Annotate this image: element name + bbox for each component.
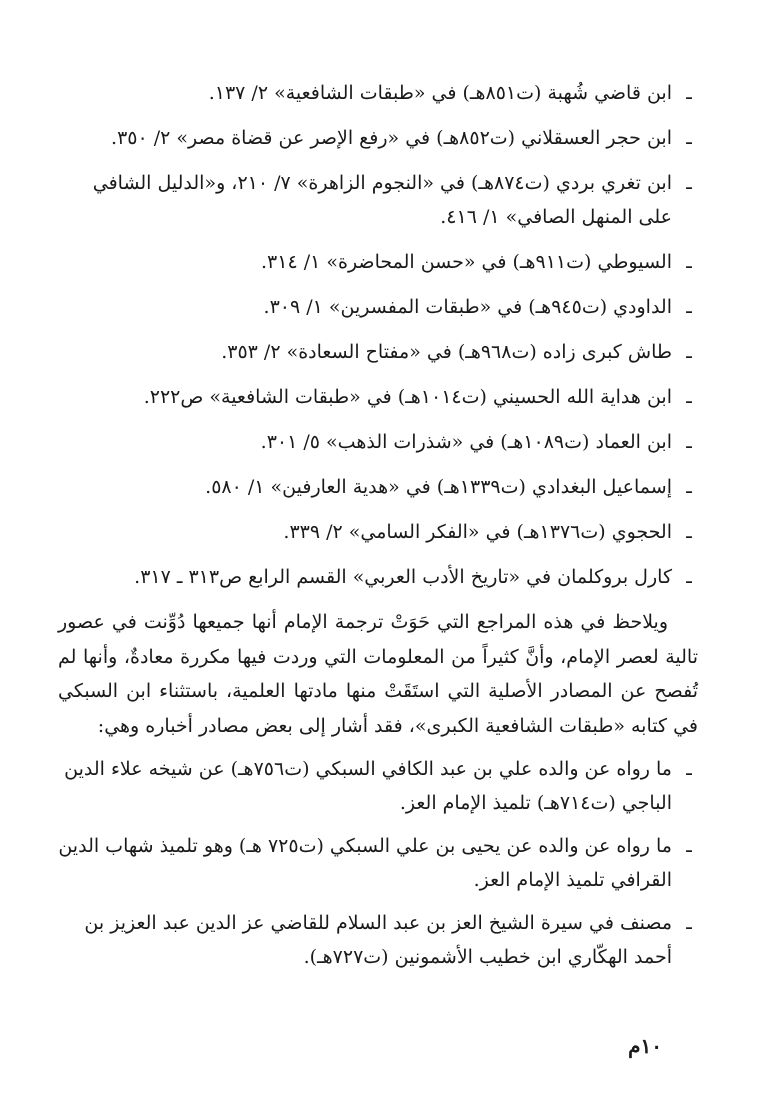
list-dash: ـ xyxy=(686,912,692,934)
source-text: ما رواه عن والده علي بن عبد الكافي السبكي (ت٧٥٦هـ) عن شيخه علاء الدين الباجي (ت٧١٤هـ) تلميذ الإمام العز. xyxy=(64,758,672,814)
body-paragraph: ويلاحظ في هذه المراجع التي حَوَتْ ترجمة الإمام أنها جميعها دُوِّنت في عصور تالية لعصر الإمام، وأنَّ كثيراً من المعلومات التي وردت فيها مكررة معادةٌ، وأنها لم تُفصح عن المصادر الأصلية التي استَقَتْ منها مادتها العلمية، باستثناء ابن السبكي في كتابه «طبقات الشافعية الكبرى»، فقد أشار إلى بعض مصادر أخباره وهي: xyxy=(58,611,698,737)
reference-item xyxy=(58,515,698,549)
reference-item xyxy=(58,560,698,594)
reference-text: كارل بروكلمان في «تاريخ الأدب العربي» القسم الرابع ص٣١٣ ـ ٣١٧. xyxy=(134,566,672,588)
list-dash: ـ xyxy=(686,521,692,543)
reference-text: طاش كبرى زاده (ت٩٦٨هـ) في «مفتاح السعادة» ٢/ ٣٥٣. xyxy=(221,341,672,363)
reference-text: إسماعيل البغدادي (ت١٣٣٩هـ) في «هدية العارفين» ١/ ٥٨٠. xyxy=(205,476,672,498)
list-dash: ـ xyxy=(686,386,692,408)
reference-text: السيوطي (ت٩١١هـ) في «حسن المحاضرة» ١/ ٣١٤. xyxy=(260,251,672,273)
reference-item xyxy=(58,470,698,504)
page-number: ١٠م xyxy=(628,1034,662,1058)
list-dash: ـ xyxy=(686,341,692,363)
source-text: ما رواه عن والده عن يحيى بن علي السبكي (ت٧٢٥ هـ) وهو تلميذ شهاب الدين القرافي تلميذ الإمام العز. xyxy=(58,835,672,891)
list-dash: ـ xyxy=(686,251,692,273)
reference-text: ابن حجر العسقلاني (ت٨٥٢هـ) في «رفع الإصر عن قضاة مصر» ٢/ ٣٥٠. xyxy=(111,127,672,149)
reference-text: الداودي (ت٩٤٥هـ) في «طبقات المفسرين» ١/ ٣٠٩. xyxy=(263,296,672,318)
reference-item xyxy=(58,290,698,324)
reference-item xyxy=(58,335,698,369)
page-body xyxy=(58,76,698,983)
source-item xyxy=(58,906,698,974)
list-dash: ـ xyxy=(686,566,692,588)
list-dash: ـ xyxy=(686,431,692,453)
reference-list xyxy=(58,76,698,594)
list-dash: ـ xyxy=(686,82,692,104)
source-list xyxy=(58,752,698,974)
reference-item xyxy=(58,425,698,459)
source-item xyxy=(58,829,698,897)
list-dash: ـ xyxy=(686,172,692,194)
list-dash: ـ xyxy=(686,476,692,498)
list-dash: ـ xyxy=(686,296,692,318)
list-dash: ـ xyxy=(686,758,692,780)
reference-text: ابن تغري بردي (ت٨٧٤هـ) في «النجوم الزاهرة» ٧/ ٢١٠، و«الدليل الشافي على المنهل الصافي» ١/ ٤١٦. xyxy=(92,172,672,228)
reference-text: ابن هداية الله الحسيني (ت١٠١٤هـ) في «طبقات الشافعية» ص٢٢٢. xyxy=(143,386,672,408)
source-item xyxy=(58,752,698,820)
reference-item xyxy=(58,245,698,279)
source-text: مصنف في سيرة الشيخ العز بن عبد السلام للقاضي عز الدين عبد العزيز بن أحمد الهكّاري ابن خطيب الأشمونين (ت٧٢٧هـ). xyxy=(84,912,672,968)
reference-item xyxy=(58,76,698,110)
reference-item xyxy=(58,166,698,234)
reference-item xyxy=(58,380,698,414)
list-dash: ـ xyxy=(686,835,692,857)
list-dash: ـ xyxy=(686,127,692,149)
reference-item xyxy=(58,121,698,155)
reference-text: ابن قاضي شُهبة (ت٨٥١هـ) في «طبقات الشافعية» ٢/ ١٣٧. xyxy=(208,82,672,104)
reference-text: ابن العماد (ت١٠٨٩هـ) في «شذرات الذهب» ٥/ ٣٠١. xyxy=(260,431,672,453)
reference-text: الحجوي (ت١٣٧٦هـ) في «الفكر السامي» ٢/ ٣٣٩. xyxy=(283,521,672,543)
